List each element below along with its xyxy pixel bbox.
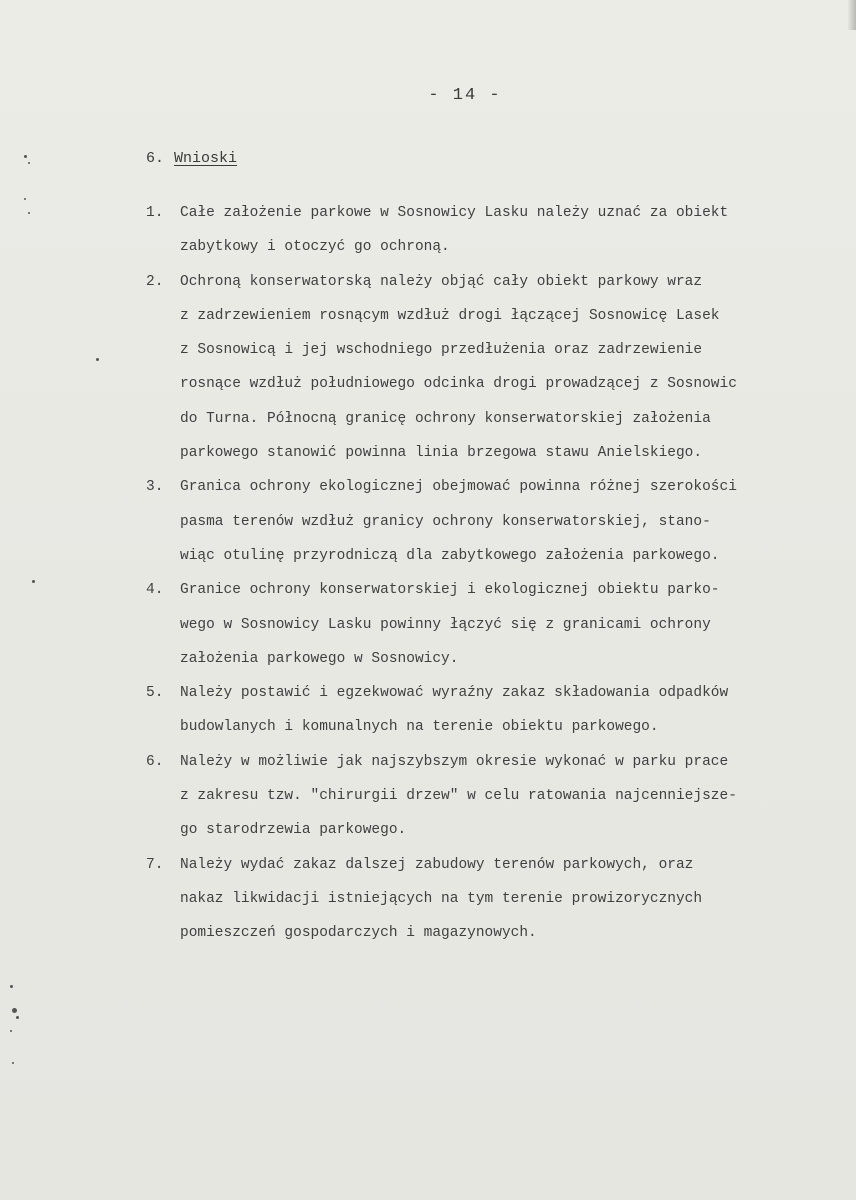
list-item-line: z Sosnowicą i jej wschodniego przedłużenia oraz zadrzewienie: [180, 342, 703, 359]
list-item-line: pasma terenów wzdłuż granicy ochrony konserwatorskiej, stano-: [180, 513, 711, 530]
list-item-line: rosnące wzdłuż południowego odcinka drogi prowadzącej z Sosnowic: [180, 376, 737, 393]
list-item-line: Granice ochrony konserwatorskiej i ekologicznej obiektu parko-: [180, 582, 720, 599]
list-item-line: Granica ochrony ekologicznej obejmować powinna różnej szerokości: [180, 479, 737, 496]
list-item-line: go starodrzewia parkowego.: [180, 822, 407, 839]
list-item-line: założenia parkowego w Sosnowicy.: [180, 650, 459, 667]
list-item: [146, 573, 856, 676]
list-item-line: Należy w możliwie jak najszybszym okresie wykonać w parku prace: [180, 753, 729, 770]
list-item-line: z zakresu tzw. "chirurgii drzew" w celu ratowania najcenniejsze-: [180, 788, 737, 805]
section-heading: [146, 150, 237, 167]
list-item: [146, 676, 856, 745]
list-item-line: pomieszczeń gospodarczych i magazynowych.: [180, 925, 537, 942]
list-item: [146, 196, 856, 265]
list-item-line: Ochroną konserwatorską należy objąć cały obiekt parkowy wraz: [180, 273, 703, 290]
list-item-number: 6.: [146, 753, 164, 770]
list-item-line: Całe założenie parkowe w Sosnowicy Lasku należy uznać za obiekt: [180, 205, 729, 221]
page-number: - 14 -: [428, 86, 502, 105]
list-item-line: do Turna. Północną granicę ochrony konserwatorskiej założenia: [180, 410, 711, 427]
list-item: [146, 848, 856, 951]
list-item: [146, 470, 856, 573]
scan-speck: [24, 155, 27, 158]
scan-speck: [96, 358, 99, 361]
list-item: [146, 265, 856, 471]
scan-edge-mark: [848, 0, 856, 30]
list-item-line: z zadrzewieniem rosnącym wzdłuż drogi łączącej Sosnowicę Lasek: [180, 307, 720, 324]
scan-speck: [24, 198, 26, 200]
list-item-line: nakaz likwidacji istniejących na tym terenie prowizorycznych: [180, 890, 703, 907]
list-item-number: 1.: [146, 205, 164, 221]
scan-speck: [12, 1062, 14, 1064]
scan-speck: [10, 1030, 12, 1032]
list-item-line: Należy wydać zakaz dalszej zabudowy terenów parkowych, oraz: [180, 856, 694, 873]
scan-speck: [16, 1016, 19, 1019]
list-item-line: budowlanych i komunalnych na terenie obiektu parkowego.: [180, 719, 659, 736]
scan-speck: [28, 212, 30, 214]
section-title: Wnioski: [174, 150, 238, 167]
list-item-number: 7.: [146, 856, 164, 873]
list-item-line: zabytkowy i otoczyć go ochroną.: [180, 239, 450, 256]
section-number: 6.: [146, 150, 165, 167]
list-item-line: wego w Sosnowicy Lasku powinny łączyć się z granicami ochrony: [180, 616, 711, 633]
list-item-number: 3.: [146, 479, 164, 496]
list-item-number: 4.: [146, 582, 164, 599]
scan-speck: [28, 162, 30, 164]
conclusions-list: [146, 196, 856, 951]
list-item: [146, 745, 856, 848]
scan-speck: [32, 580, 35, 583]
list-item-line: wiąc otulinę przyrodniczą dla zabytkowego założenia parkowego.: [180, 547, 720, 564]
list-item-number: 2.: [146, 273, 164, 290]
scan-speck: [10, 985, 13, 988]
scan-speck: [12, 1008, 17, 1013]
list-item-line: parkowego stanowić powinna linia brzegowa stawu Anielskiego.: [180, 445, 703, 462]
list-item-line: Należy postawić i egzekwować wyraźny zakaz składowania odpadków: [180, 685, 729, 702]
list-item-number: 5.: [146, 685, 164, 702]
